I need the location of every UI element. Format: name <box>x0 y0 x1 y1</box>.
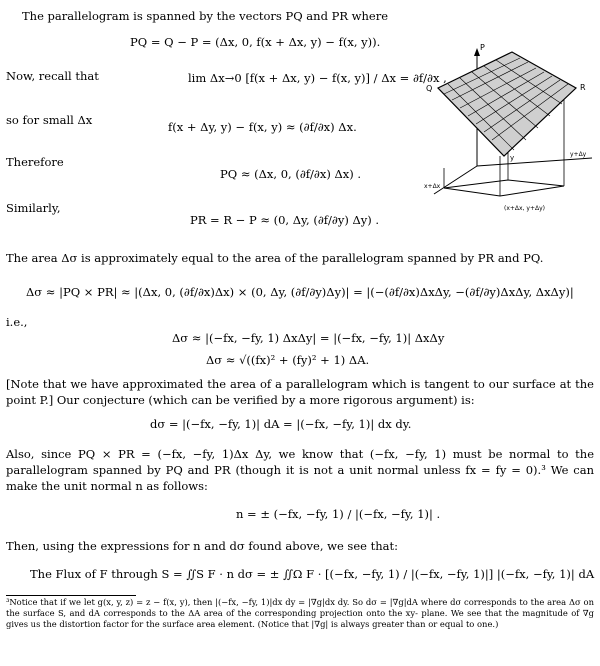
label-y: y <box>510 154 515 162</box>
equation-dsigma: dσ = |(−fx, −fy, 1)| dA = |(−fx, −fy, 1)| dx dy. <box>150 417 412 431</box>
label-corner: (x+Δx, y+Δy) <box>504 205 545 212</box>
normal-paragraph: Also, since PQ × PR = (−fx, −fy, 1)Δx Δy, we know that (−fx, −fy, 1) must be normal to the parallelogram spanned by PQ and PR (though it is not a unit normal unless fx = fy = 0).³ We can make the unit normal n as follows: <box>6 447 594 493</box>
label-r: R <box>580 83 586 92</box>
equation-pq-definition: PQ = Q − P = (Δx, 0, f(x + Δx, y) − f(x, y)). <box>130 35 381 49</box>
equation-dsigma-1: Δσ ≈ |(−fx, −fy, 1) ΔxΔy| = |(−fx, −fy, 1)| ΔxΔy <box>172 331 445 345</box>
equation-pq-approx: PQ ≈ (Δx, 0, (∂f/∂x) Δx) . <box>220 167 362 181</box>
equation-limit: lim Δx→0 [f(x + Δx, y) − f(x, y)] / Δx = ∂f/∂x , <box>188 71 447 85</box>
note-paragraph: [Note that we have approximated the area of a parallelogram which is tangent to our surface at the point P.] Our conjecture (which can be verified by a more rigorous argument) is: <box>6 377 594 407</box>
equation-cross-product: Δσ ≈ |PQ × PR| ≈ |(Δx, 0, (∂f/∂x)Δx) × (0, Δy, (∂f/∂y)Δy)| = |(−(∂f/∂x)ΔxΔy, −(∂f/∂y)ΔxΔy, ΔxΔy)| <box>26 285 574 299</box>
then-text: Then, using the expressions for n and dσ found above, we see that: <box>6 539 398 553</box>
label-q: Q <box>426 84 433 93</box>
equation-flux: The Flux of F through S = ∬S F · n dσ = ± ∬Ω F · [(−fx, −fy, 1) / |(−fx, −fy, 1)|] |(−fx, −fy, 1)| dA <box>30 567 595 581</box>
small-dx-text: so for small Δx <box>6 113 93 127</box>
footnote: ³Notice that if we let g(x, y, z) = z − f(x, y), then |(−fx, −fy, 1)|dx dy = |∇g|dx dy. So dσ = |∇g|dA where dσ corresponds to the area Δσ on the surface S, and dA corresponds to the ΔA area of the corresponding projection onto the xy- plane. We see that the magnitude of ∇g gives us the distortion factor for the surface area element. (Notice that |∇g| is always greater than or equal to one.) <box>6 597 594 629</box>
label-y-dy: y+Δy <box>570 151 587 158</box>
surface-figure <box>424 38 596 220</box>
equation-unit-normal: n = ± (−fx, −fy, 1) / |(−fx, −fy, 1)| . <box>236 507 441 521</box>
equation-dsigma-2: Δσ ≈ √((fx)² + (fy)² + 1) ΔA. <box>206 353 370 367</box>
label-p: P <box>480 43 485 52</box>
label-x-dx: x+Δx <box>424 183 441 190</box>
equation-pr-approx: PR = R − P ≈ (0, Δy, (∂f/∂y) Δy) . <box>190 213 380 227</box>
ie-text: i.e., <box>6 315 28 329</box>
footnote-rule <box>6 595 136 596</box>
equation-approx: f(x + Δy, y) − f(x, y) ≈ (∂f/∂x) Δx. <box>168 120 357 134</box>
area-paragraph: The area Δσ is approximately equal to the area of the parallelogram spanned by PR and PQ. <box>6 251 544 265</box>
intro-text: The parallelogram is spanned by the vectors PQ and PR where <box>22 9 388 23</box>
recall-text: Now, recall that <box>6 69 99 83</box>
therefore-text: Therefore <box>6 155 64 169</box>
similarly-text: Similarly, <box>6 201 61 215</box>
